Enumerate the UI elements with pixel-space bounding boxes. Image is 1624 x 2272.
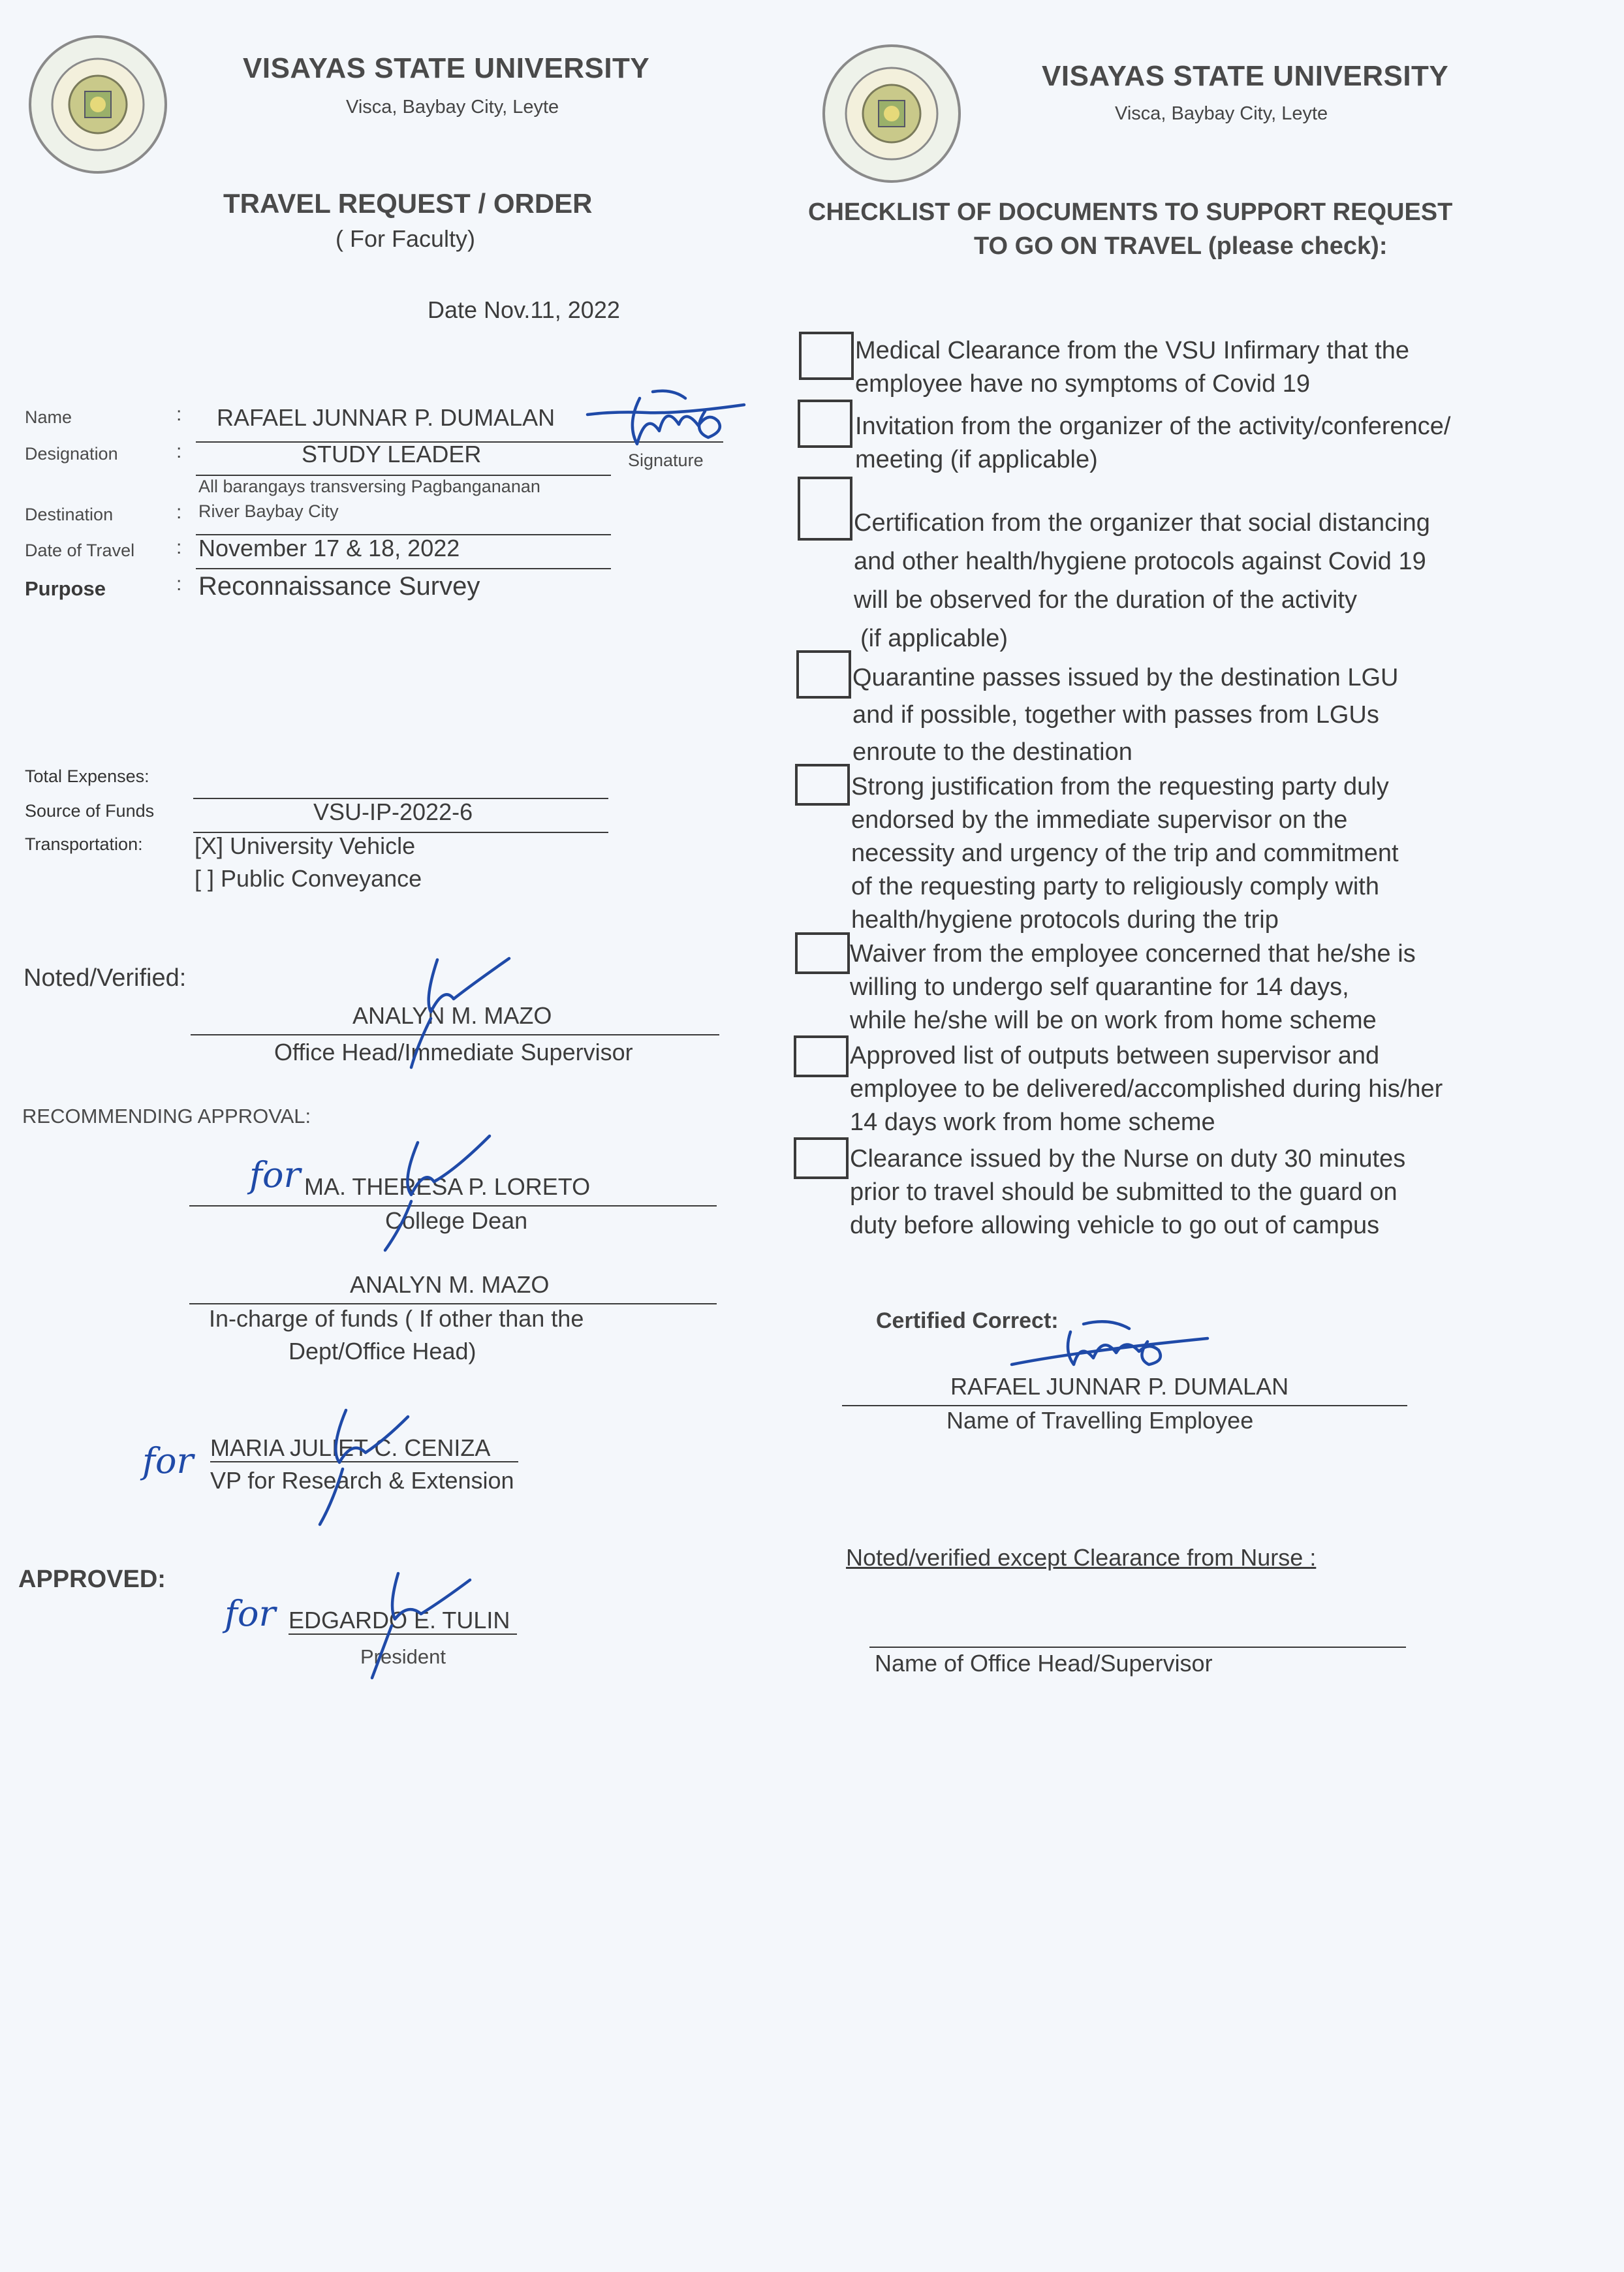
label-transportation: Transportation:: [25, 834, 143, 854]
source-of-funds-value: VSU-IP-2022-6: [313, 798, 473, 825]
office-head-sign-line: [869, 1647, 1406, 1648]
employee-label: Name of Travelling Employee: [946, 1407, 1254, 1434]
label-source-of-funds: Source of Funds: [25, 801, 155, 821]
dean-title: College Dean: [385, 1207, 528, 1234]
certified-correct-label: Certified Correct:: [876, 1308, 1059, 1333]
checklist-item-nurse-clearance: Clearance issued by the Nurse on duty 30 minutes prior to travel should be submitted to the guard on duty before allowing vehicle to go out of campus: [850, 1145, 1406, 1239]
funds-incharge-name: ANALYN M. MAZO: [350, 1271, 550, 1298]
label-date-of-travel: Date of Travel: [25, 541, 135, 560]
label-destination: Destination: [25, 505, 114, 524]
traveler-name: RAFAEL JUNNAR P. DUMALAN: [217, 404, 555, 431]
dean-name: MA. THERESA P. LORETO: [304, 1173, 591, 1200]
checkbox-justification[interactable]: [795, 764, 850, 806]
checklist-item-invitation: Invitation from the organizer of the activity/conference/ meeting (if applicable): [855, 413, 1451, 473]
request-date: Date Nov.11, 2022: [428, 296, 620, 323]
noted-name: ANALYN M. MAZO: [352, 1002, 552, 1029]
checklist-title-line1: CHECKLIST OF DOCUMENTS TO SUPPORT REQUEST: [808, 198, 1453, 226]
checkbox-medical-clearance[interactable]: [799, 332, 854, 380]
checkbox-nurse-clearance[interactable]: [794, 1137, 849, 1179]
for-annotation: for: [142, 1440, 194, 1481]
checkbox-approved-outputs[interactable]: [794, 1035, 849, 1077]
president-signature: [339, 1567, 483, 1684]
funds-title-line1: In-charge of funds ( If other than the: [209, 1305, 584, 1332]
label-name: Name: [25, 407, 72, 427]
checkbox-certification[interactable]: [798, 477, 852, 541]
transport-option-public: [ ] Public Conveyance: [195, 865, 422, 892]
checklist-item-quarantine-passes: Quarantine passes issued by the destination LGU and if possible, together with passes from LGUs enroute to the destination: [852, 664, 1399, 766]
colon: :: [176, 573, 182, 595]
label-total-expenses: Total Expenses:: [25, 766, 149, 786]
vp-name: MARIA JULIET C. CENIZA: [210, 1434, 491, 1461]
president-name: EDGARDO E. TULIN: [289, 1607, 510, 1633]
office-head-label: Name of Office Head/Supervisor: [875, 1650, 1213, 1677]
university-seal-left: [26, 33, 170, 176]
checkbox-invitation[interactable]: [798, 400, 852, 448]
for-annotation: for: [225, 1593, 276, 1634]
approved-label: APPROVED:: [18, 1566, 166, 1593]
form-title: TRAVEL REQUEST / ORDER: [223, 188, 593, 219]
signature-label: Signature: [628, 450, 704, 470]
checklist-item-justification: Strong justification from the requesting party duly endorsed by the immediate supervisor on the necessity and urgency of the trip and commitment of the requesting party to religiously comply with health/hygiene protocols during the trip: [851, 773, 1399, 934]
checklist-item-waiver: Waiver from the employee concerned that he/she is willing to undergo self quarantine for 14 days, while he/she will be on work from home scheme: [850, 940, 1416, 1034]
employee-name: RAFAEL JUNNAR P. DUMALAN: [950, 1373, 1289, 1400]
noted-verified-label: Noted/Verified:: [23, 964, 187, 992]
checkbox-waiver[interactable]: [795, 932, 850, 974]
university-name-left: VISAYAS STATE UNIVERSITY: [243, 52, 650, 84]
form-subtitle: ( For Faculty): [336, 225, 476, 252]
destination-line1: All barangays transversing Pagbangananan: [198, 477, 540, 496]
travel-dates-value: November 17 & 18, 2022: [198, 535, 460, 561]
noted-title: Office Head/Immediate Supervisor: [274, 1039, 633, 1065]
transport-option-vehicle: [X] University Vehicle: [195, 832, 416, 859]
checkbox-quarantine-passes[interactable]: [796, 650, 851, 699]
noted-except-label: Noted/verified except Clearance from Nurse :: [846, 1544, 1317, 1571]
label-purpose: Purpose: [25, 577, 106, 600]
recommending-approval-label: RECOMMENDING APPROVAL:: [22, 1105, 311, 1128]
noted-signature: [392, 947, 522, 1071]
vp-signature: [294, 1404, 424, 1528]
university-address-left: Visca, Baybay City, Leyte: [346, 97, 559, 118]
checklist-item-approved-outputs: Approved list of outputs between supervisor and employee to be delivered/accomplished during his/her 14 days work from home scheme: [850, 1042, 1443, 1136]
purpose-value: Reconnaissance Survey: [198, 572, 480, 601]
travel-dates-line: [196, 568, 611, 569]
university-seal-right: [820, 42, 963, 185]
dean-signature: [372, 1123, 509, 1254]
destination-line2: River Baybay City: [198, 501, 339, 521]
colon: :: [176, 403, 182, 425]
designation-value: STUDY LEADER: [302, 441, 482, 467]
university-name-right: VISAYAS STATE UNIVERSITY: [1042, 60, 1449, 92]
funds-title-line2: Dept/Office Head): [289, 1338, 476, 1365]
checklist-item-medical-clearance: Medical Clearance from the VSU Infirmary that the employee have no symptoms of Covid 19: [855, 337, 1410, 398]
president-title: President: [360, 1645, 446, 1668]
vp-title: VP for Research & Extension: [210, 1467, 514, 1494]
traveler-signature: [574, 385, 764, 457]
colon: :: [176, 441, 182, 462]
checklist-title-line2: TO GO ON TRAVEL (please check):: [974, 232, 1388, 260]
colon: :: [176, 501, 182, 523]
label-designation: Designation: [25, 444, 118, 464]
colon: :: [176, 537, 182, 558]
checklist-item-certification: Certification from the organizer that social distancing and other health/hygiene protocols against Covid 19 will be observed for the duration of the activity (if applicable): [854, 509, 1430, 652]
university-address-right: Visca, Baybay City, Leyte: [1115, 103, 1328, 124]
for-annotation: for: [249, 1154, 301, 1195]
designation-line: [196, 475, 611, 476]
